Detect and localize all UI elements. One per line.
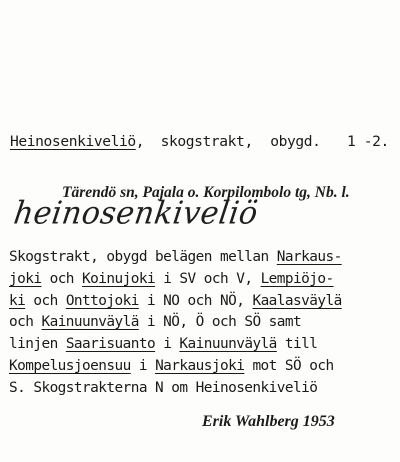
place-reference: Kainuunväylä bbox=[41, 314, 139, 331]
text-line bbox=[9, 291, 399, 313]
text-line bbox=[9, 334, 399, 356]
place-reference: Narkausjoki bbox=[155, 357, 245, 374]
card-number: 1 -2. bbox=[346, 133, 389, 150]
text-line bbox=[9, 312, 399, 334]
description-text bbox=[9, 247, 399, 400]
text-segment: till bbox=[276, 336, 318, 353]
place-name: Heinosenkiveliö bbox=[10, 133, 136, 150]
text-segment: i NÖ, Ö och SÖ samt bbox=[138, 314, 302, 331]
place-reference: Kainuunväylä bbox=[179, 336, 277, 353]
text-segment: S. Skogstrakterna N om Heinosenkiveliö bbox=[9, 379, 318, 396]
text-segment: i bbox=[130, 357, 156, 374]
text-segment: och bbox=[41, 270, 83, 287]
text-segment: och bbox=[25, 292, 66, 309]
text-segment: i SV och V, bbox=[155, 270, 261, 287]
text-line bbox=[9, 378, 399, 400]
place-reference: Kompelusjoensuu bbox=[9, 357, 131, 374]
locality-stamp: Tärendö sn, Pajala o. Korpilombolo tg, Nb. l. bbox=[62, 184, 350, 201]
author-stamp: Erik Wahlberg 1953 bbox=[202, 413, 335, 430]
handwritten-name: heinosenkiveliö bbox=[11, 195, 261, 232]
place-reference: Saarisuanto bbox=[65, 336, 156, 353]
place-reference: Onttojoki bbox=[65, 292, 139, 309]
text-segment: i NO och NÖ, bbox=[138, 292, 253, 309]
place-category: obygd. bbox=[270, 133, 321, 150]
place-reference: Narkaus- bbox=[276, 249, 342, 265]
text-line bbox=[9, 247, 399, 269]
text-segment: Skogstrakt, obygd belägen mellan bbox=[9, 249, 277, 265]
card-header bbox=[10, 133, 389, 150]
text-line bbox=[9, 356, 399, 378]
place-reference: ki bbox=[9, 292, 26, 309]
place-reference: joki bbox=[9, 270, 42, 287]
text-segment: och bbox=[9, 314, 42, 331]
text-line bbox=[9, 269, 399, 291]
place-reference: Kaalasväylä bbox=[252, 292, 342, 309]
header-comma: , bbox=[135, 133, 145, 150]
place-type: skogstrakt, bbox=[160, 133, 253, 150]
place-reference: Lempiöjo- bbox=[260, 270, 334, 287]
text-segment: mot SÖ och bbox=[244, 357, 334, 374]
text-segment: linjen bbox=[9, 336, 66, 353]
text-segment: i bbox=[155, 336, 180, 353]
place-reference: Koinujoki bbox=[82, 270, 156, 287]
